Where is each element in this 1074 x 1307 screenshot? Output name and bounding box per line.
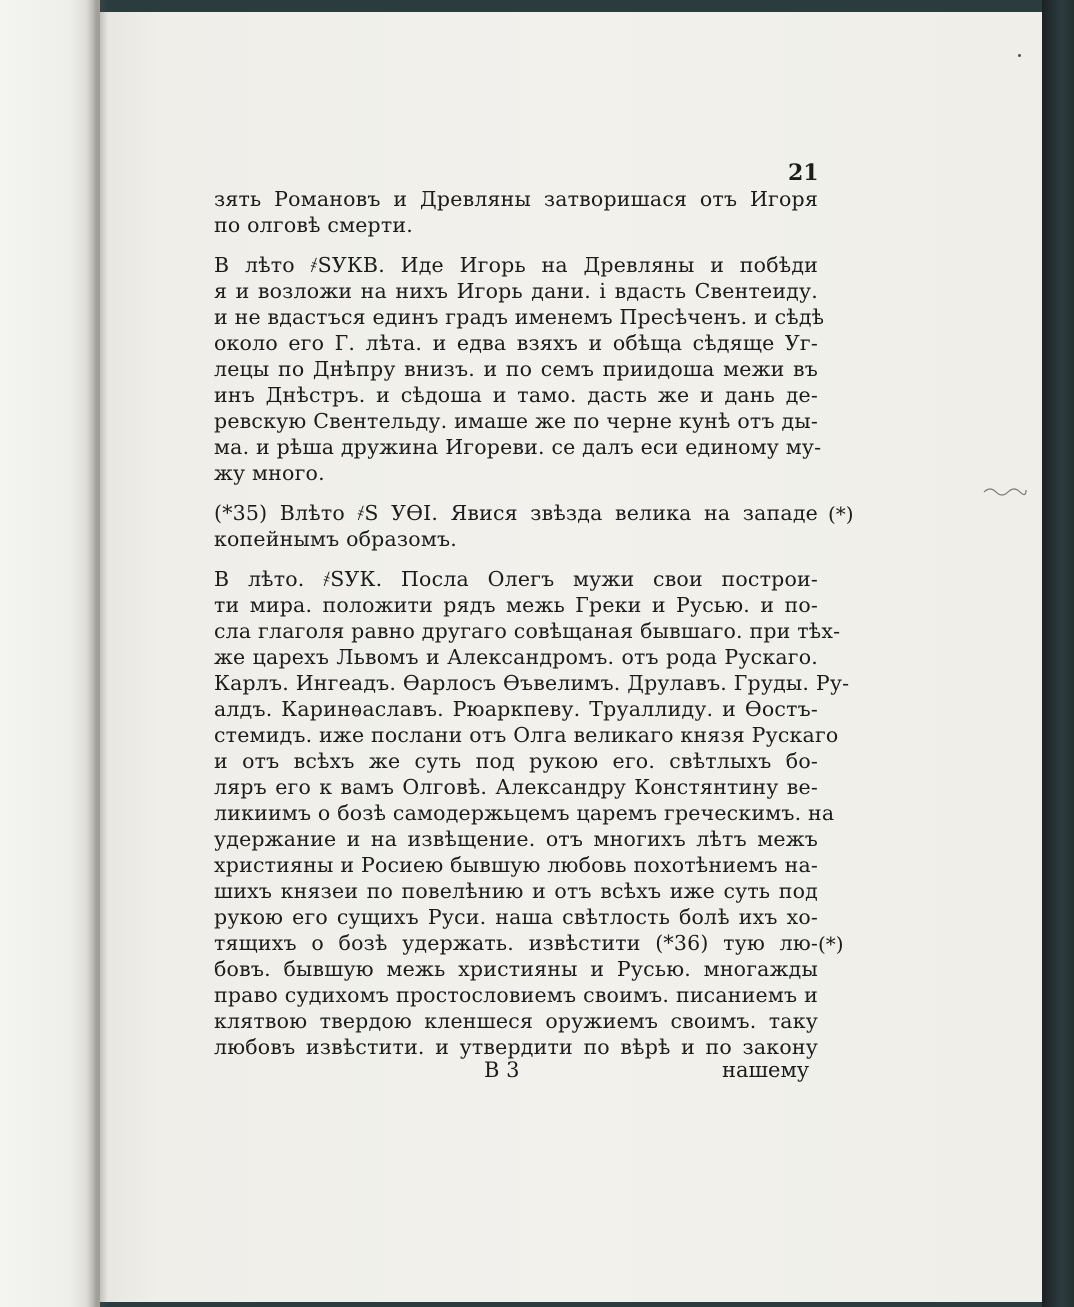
text-line: Карлъ. Ингеадъ. Ѳарлосъ Ѳъвелимъ. Друлавъ. Груды. Ру- bbox=[214, 671, 850, 695]
text-line: копейнымъ образомъ. bbox=[214, 527, 457, 551]
footnote-marker: (*) bbox=[818, 932, 844, 956]
text-line: ма. и рѣша дружина Игореви. се далъ еси единому му- bbox=[214, 435, 822, 459]
text-line: алдъ. Каринѳаславъ. Рюаркпеву. Труаллиду. и Ѳостъ- bbox=[214, 697, 818, 721]
text-line: (*35) Влѣто ҂Ѕ УѲІ. Явися звѣзда велика на западе bbox=[214, 501, 818, 525]
text-line: В лѣто. ҂ЅУК. Посла Олегъ мужи свои построи- bbox=[214, 567, 818, 591]
text-line: стемидъ. иже послани отъ Олга великаго князя Рускаго bbox=[214, 723, 839, 747]
text-line: около его Г. лѣта. и едва взяхъ и обѣща сѣдяще Уг- bbox=[214, 331, 818, 355]
text-line: инъ Днѣстръ. и сѣдоша и тамо. дасть же и дань де- bbox=[214, 383, 818, 407]
text-line: ликиимъ о бозѣ самодержьцемъ царемъ греческимъ. на bbox=[214, 801, 835, 825]
text-line: сла глаголя равно другаго совѣщаная бывшаго. при тѣх- bbox=[214, 619, 841, 643]
text-line: рукою его сущихъ Руси. наша свѣтлость болѣ ихъ хо- bbox=[214, 905, 818, 929]
text-line: В лѣто ҂ЅУКВ. Иде Игорь на Древляны и побѣди bbox=[214, 253, 818, 277]
text-line: по олговѣ смерти. bbox=[214, 213, 413, 237]
paper-speck bbox=[1018, 54, 1021, 57]
text-line: ти мира. положити рядъ межь Греки и Русью. и по- bbox=[214, 593, 818, 617]
footnote-marker: (*) bbox=[828, 502, 854, 526]
text-line: удержание и на извѣщение. отъ многихъ лѣтъ межъ bbox=[214, 827, 818, 851]
text-line: любовъ извѣстити. и утвердити по вѣрѣ и по закону bbox=[214, 1035, 818, 1059]
text-line: зять Романовъ и Древляны затворишася отъ Игоря bbox=[214, 187, 818, 211]
text-line: лецы по Днѣпру внизъ. и по семъ приидоша межи въ bbox=[214, 357, 818, 381]
signature-mark: В 3 bbox=[484, 1058, 520, 1082]
text-line: право судихомъ простословиемъ своимъ. писаниемъ и bbox=[214, 983, 818, 1007]
text-line: я и возложи на нихъ Игорь дани. і вдасть Свентеиду. bbox=[214, 279, 818, 303]
text-line: бовъ. бывшую межь християны и Русью. многажды bbox=[214, 957, 818, 981]
text-line: и отъ всѣхъ же суть под рукою его. свѣтлыхъ бо- bbox=[214, 749, 818, 773]
paragraph-gap bbox=[214, 486, 818, 500]
book-gutter bbox=[86, 0, 108, 1307]
binding-edge bbox=[1042, 0, 1074, 1307]
text-line: християны и Росиею бывшую любовь похотѣниемъ на- bbox=[214, 853, 818, 877]
paragraph-gap bbox=[214, 238, 818, 252]
text-line: ляръ его к вамъ Олговѣ. Александру Констянтину ве- bbox=[214, 775, 818, 799]
page-text-block bbox=[214, 186, 850, 1060]
previous-page-edge bbox=[0, 0, 100, 1307]
page-number: 21 bbox=[788, 160, 819, 186]
ink-squiggle-mark bbox=[982, 484, 1028, 498]
text-line: клятвою твердою кленшеся оружиемъ своимъ. таку bbox=[214, 1009, 818, 1033]
text-line: тящихъ о бозѣ удержать. извѣстити (*36) тую лю- bbox=[214, 931, 818, 955]
catchword: нашему bbox=[722, 1058, 810, 1082]
text-line: ревскую Свентельду. имаше же по черне кунѣ отъ ды- bbox=[214, 409, 818, 433]
paragraph-gap bbox=[214, 552, 818, 566]
text-line: жу много. bbox=[214, 461, 325, 485]
text-line: же царехъ Львомъ и Александромъ. отъ рода Рускаго. bbox=[214, 645, 818, 669]
text-line: и не вдастъся единъ градъ именемъ Пресѣченъ. и сѣдѣ bbox=[214, 305, 825, 329]
text-line: шихъ князеи по повелѣнию и отъ всѣхъ иже суть под bbox=[214, 879, 818, 903]
